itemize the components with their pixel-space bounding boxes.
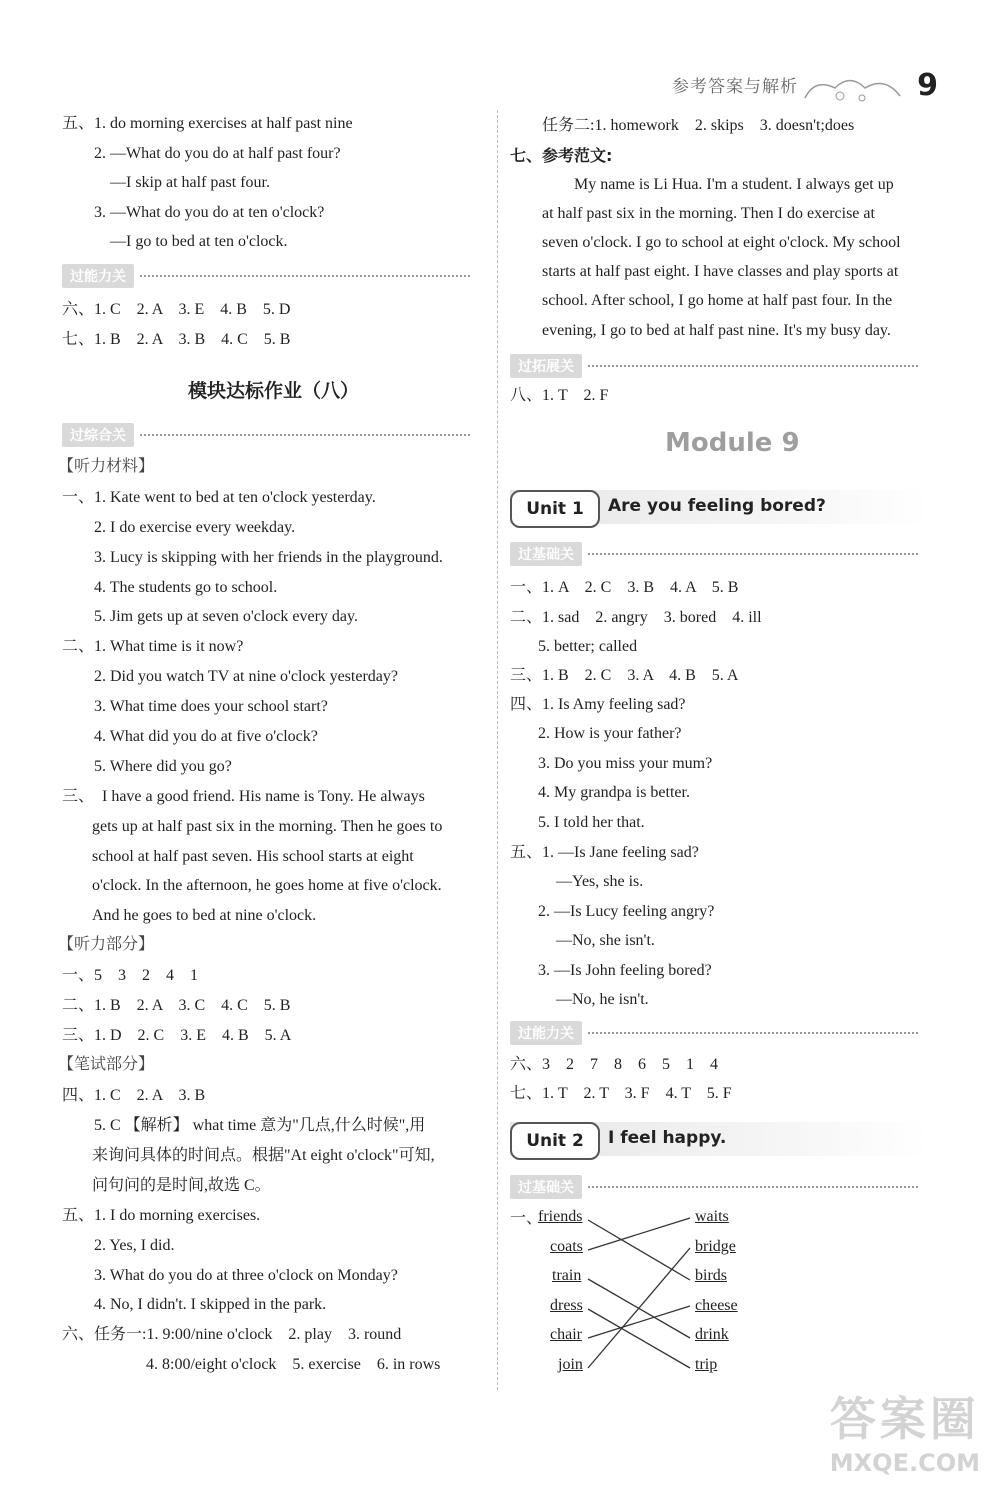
section-tag: [510, 543, 918, 565]
unit-header: [510, 490, 930, 524]
answer-line: 四、1. Is Amy feeling sad?: [510, 696, 686, 713]
answer-line: 一、5 3 2 4 1: [62, 967, 199, 984]
essay-line: school. After school, I go home at half past four. In the: [542, 292, 893, 309]
answer-line: —I go to bed at ten o'clock.: [110, 233, 288, 250]
match-left-word: train: [552, 1267, 582, 1284]
answer-line: 4. The students go to school.: [94, 579, 278, 596]
answer-line: —Yes, she is.: [556, 873, 644, 890]
tag-label: 过基础关: [510, 1175, 582, 1199]
match-prefix: 一、: [510, 1210, 543, 1227]
tag-label: 过综合关: [62, 423, 134, 447]
part-label: 【听力材料】: [58, 458, 155, 475]
match-right-word: birds: [695, 1267, 727, 1284]
answer-line: 3. What do you do at three o'clock on Monday?: [94, 1267, 398, 1284]
unit-badge: Unit 2: [510, 1122, 600, 1160]
match-left-word: chair: [550, 1326, 582, 1343]
answer-line: 五、1. do morning exercises at half past nine: [62, 115, 353, 132]
answer-line: 二、1. What time is it now?: [62, 638, 244, 655]
section-tag: [510, 355, 918, 377]
answer-line: 七、1. B 2. A 3. B 4. C 5. B: [62, 331, 291, 348]
column-divider: [497, 110, 498, 1390]
answer-line: 3. —What do you do at ten o'clock?: [94, 204, 325, 221]
answer-line: 2. I do exercise every weekday.: [94, 519, 296, 536]
answer-line: 一、1. Kate went to bed at ten o'clock yesterday.: [62, 489, 376, 506]
match-right-word: drink: [695, 1326, 729, 1343]
answer-line: 5. C 【解析】 what time 意为"几点,什么时候",用: [94, 1117, 426, 1134]
watermark-text: 答案圈: [829, 1392, 980, 1446]
answer-line: 问句问的是时间,故选 C。: [92, 1177, 271, 1194]
unit-header: [510, 1122, 930, 1156]
cloud-decoration-icon: [800, 68, 910, 108]
answer-line: 七、1. T 2. T 3. F 4. T 5. F: [510, 1085, 732, 1102]
answer-line: —I skip at half past four.: [110, 174, 270, 191]
answer-line: 八、1. T 2. F: [510, 387, 609, 404]
tag-label: 过能力关: [510, 1021, 582, 1045]
answer-line: 三、1. D 2. C 3. E 4. B 5. A: [62, 1027, 292, 1044]
answer-line: 六、3 2 7 8 6 5 1 4: [510, 1056, 719, 1073]
tag-label: 过能力关: [62, 264, 134, 288]
header-label: 参考答案与解析: [672, 77, 798, 97]
essay-line: at half past six in the morning. Then I do exercise at: [542, 205, 875, 222]
answer-line: 来询问具体的时间点。根据"At eight o'clock"可知,: [92, 1147, 435, 1164]
essay-line: My name is Li Hua. I'm a student. I always get up: [542, 176, 894, 193]
page-number: 9: [917, 68, 938, 103]
answer-line: 二、1. sad 2. angry 3. bored 4. ill: [510, 609, 762, 626]
answer-line: 六、任务一:1. 9:00/nine o'clock 2. play 3. round: [62, 1326, 402, 1343]
answer-line: 4. No, I didn't. I skipped in the park.: [94, 1296, 327, 1313]
answer-line: 四、1. C 2. A 3. B: [62, 1087, 206, 1104]
paragraph-line: 三、 I have a good friend. His name is Tony. He always: [62, 788, 425, 805]
answer-line: 5. I told her that.: [538, 814, 645, 831]
answer-line: 任务二:1. homework 2. skips 3. doesn't;does: [542, 117, 855, 134]
answer-line: 5. better; called: [538, 638, 638, 655]
answer-line: 5. Jim gets up at seven o'clock every day.: [94, 608, 358, 625]
watermark-url: MXQE.COM: [829, 1449, 980, 1477]
unit-title: Are you feeling bored?: [608, 496, 826, 516]
answer-line: 4. My grandpa is better.: [538, 784, 690, 801]
matching-lines: [585, 1208, 695, 1378]
match-left-word: join: [558, 1356, 583, 1373]
match-left-word: dress: [550, 1297, 583, 1314]
answer-line: 4. What did you do at five o'clock?: [94, 728, 318, 745]
answer-line: 2. —Is Lucy feeling angry?: [538, 903, 715, 920]
match-right-word: cheese: [695, 1297, 738, 1314]
essay-line: evening, I go to bed at half past nine. It's my busy day.: [542, 322, 891, 339]
module-title: Module 9: [665, 428, 800, 458]
paragraph-line: school at half past seven. His school starts at eight: [92, 848, 414, 865]
paragraph-line: o'clock. In the afternoon, he goes home at five o'clock.: [92, 877, 442, 894]
unit-title: I feel happy.: [608, 1128, 727, 1148]
answer-line: —No, she isn't.: [556, 932, 655, 949]
match-left-word: coats: [550, 1238, 583, 1255]
watermark: [830, 1383, 980, 1477]
answer-line: 3. Lucy is skipping with her friends in the playground.: [94, 549, 443, 566]
match-right-word: waits: [695, 1208, 729, 1225]
answer-line: 三、1. B 2. C 3. A 4. B 5. A: [510, 667, 739, 684]
answer-line: 五、1. I do morning exercises.: [62, 1207, 261, 1224]
match-right-word: trip: [695, 1356, 718, 1373]
tag-label: 过拓展关: [510, 354, 582, 378]
answer-line: —No, he isn't.: [556, 991, 649, 1008]
section-title: 模块达标作业（八）: [188, 380, 360, 402]
answer-line: 3. Do you miss your mum?: [538, 755, 713, 772]
essay-heading: 七、参考范文:: [510, 146, 613, 165]
answer-line: 3. What time does your school start?: [94, 698, 328, 715]
answer-line: 二、1. B 2. A 3. C 4. C 5. B: [62, 997, 291, 1014]
answer-line: 3. —Is John feeling bored?: [538, 962, 712, 979]
essay-line: seven o'clock. I go to school at eight o'clock. My school: [542, 234, 901, 251]
section-tag: [62, 424, 470, 446]
answer-line: 4. 8:00/eight o'clock 5. exercise 6. in rows: [146, 1356, 441, 1373]
part-label: 【听力部分】: [58, 936, 155, 953]
answer-line: 五、1. —Is Jane feeling sad?: [510, 844, 699, 861]
section-tag: [510, 1022, 918, 1044]
answer-line: 2. Did you watch TV at nine o'clock yesterday?: [94, 668, 398, 685]
answer-line: 一、1. A 2. C 3. B 4. A 5. B: [510, 579, 739, 596]
paragraph-line: And he goes to bed at nine o'clock.: [92, 907, 317, 924]
answer-line: 2. How is your father?: [538, 725, 682, 742]
page-header: [640, 62, 980, 112]
answer-line: 5. Where did you go?: [94, 758, 232, 775]
part-label: 【笔试部分】: [58, 1056, 155, 1073]
tag-label: 过基础关: [510, 542, 582, 566]
answer-line: 六、1. C 2. A 3. E 4. B 5. D: [62, 301, 291, 318]
section-tag: [62, 265, 470, 287]
section-tag: [510, 1176, 918, 1198]
essay-line: starts at half past eight. I have classes and play sports at: [542, 263, 899, 280]
answer-line: 2. —What do you do at half past four?: [94, 145, 341, 162]
answer-line: 2. Yes, I did.: [94, 1237, 175, 1254]
unit-badge: Unit 1: [510, 490, 600, 528]
match-left-word: friends: [538, 1208, 583, 1225]
paragraph-line: gets up at half past six in the morning. Then he goes to: [92, 818, 443, 835]
match-right-word: bridge: [695, 1238, 736, 1255]
